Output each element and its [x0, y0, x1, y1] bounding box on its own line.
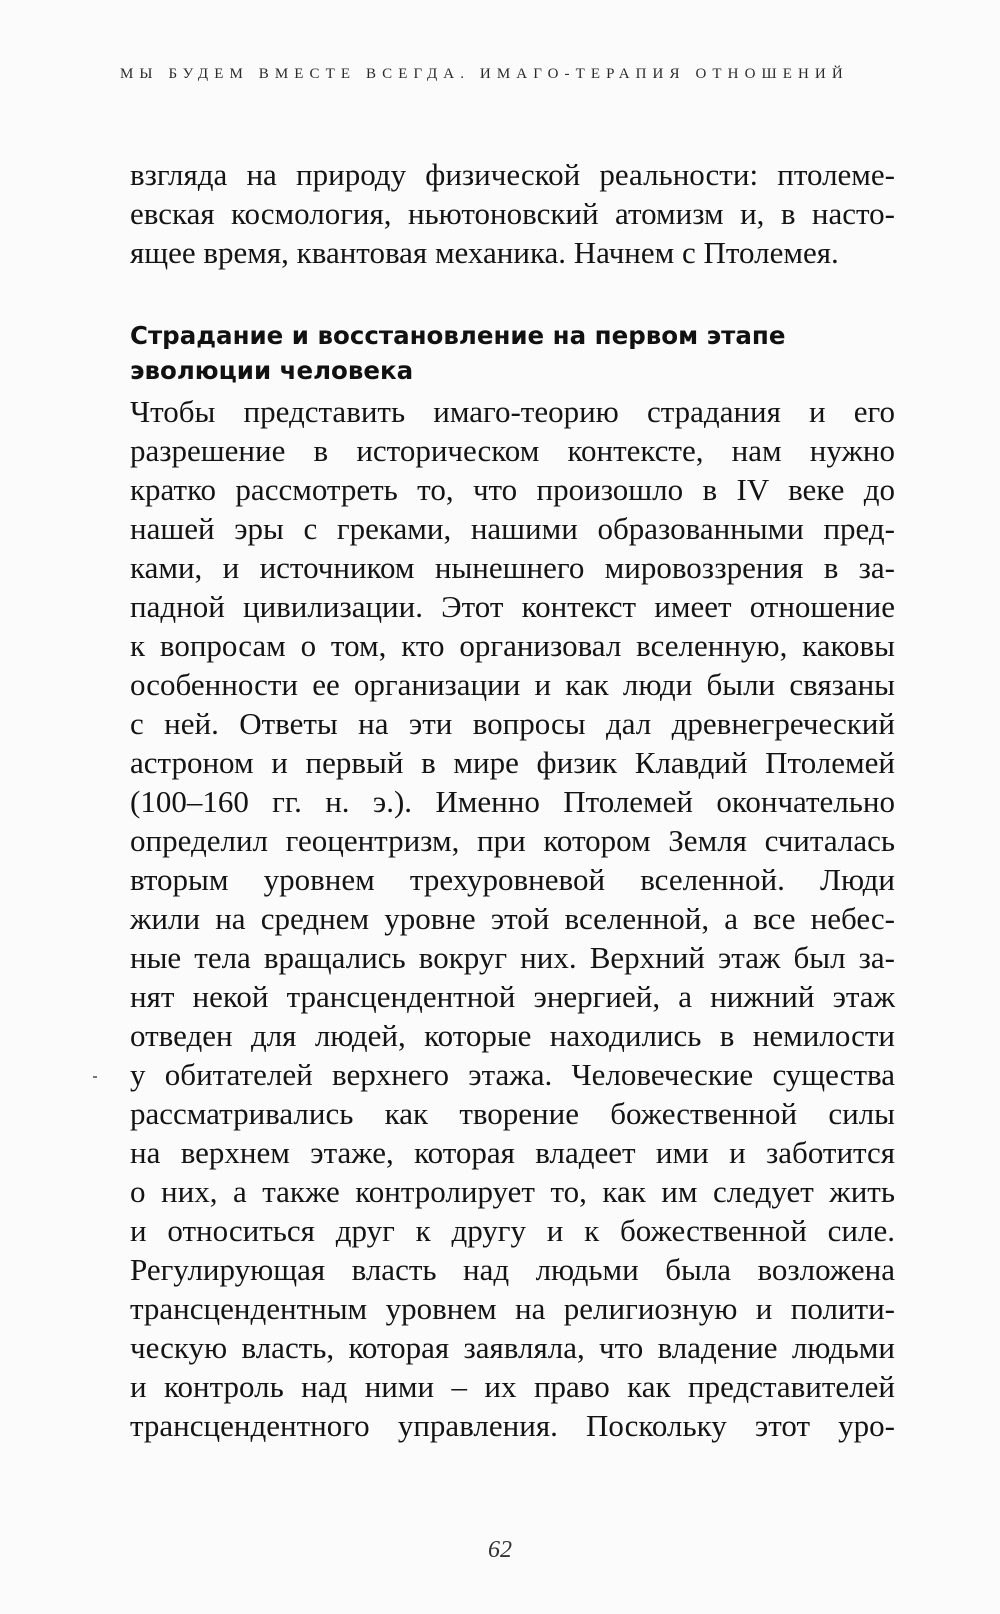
running-header: МЫ БУДЕМ ВМЕСТЕ ВСЕГДА. ИМАГО-ТЕРАПИЯ ОТНОШЕНИЙ	[120, 66, 849, 82]
body-paragraph	[130, 392, 895, 1445]
text-line: на верхнем этаже, которая владеет ими и заботится	[130, 1135, 895, 1170]
text-line: и контроль над ними – их право как представителей	[130, 1369, 895, 1404]
text-line: и относиться друг к другу и к божественной силе.	[130, 1213, 895, 1248]
text-line: разрешение в историческом контексте, нам нужно	[130, 433, 895, 468]
text-line: о них, а также контролирует то, как им следует жить	[130, 1174, 895, 1209]
text-line: астроном и первый в мире физик Клавдий Птолемей	[130, 745, 895, 780]
text-line: у обитателей верхнего этажа. Человеческие существа	[130, 1057, 895, 1092]
text-line: нят некой трансцендентной энергией, а нижний этаж	[130, 979, 895, 1014]
text-line: трансцендентного управления. Поскольку этот уро-	[130, 1408, 895, 1443]
page-number: 62	[488, 1537, 512, 1563]
text-line: ные тела вращались вокруг них. Верхний этаж был за-	[130, 940, 895, 975]
text-line: Регулирующая власть над людьми была возложена	[130, 1252, 895, 1287]
text-line: ящее время, квантовая механика. Начнем с Птолемея.	[130, 235, 839, 270]
text-line: к вопросам о том, кто организовал вселенную, каковы	[130, 628, 895, 663]
text-line: отведен для людей, которые находились в немилости	[130, 1018, 895, 1053]
text-line: вторым уровнем трехуровневой вселенной. Люди	[130, 862, 895, 897]
margin-mark	[93, 1076, 97, 1078]
text-line: нашей эры с греками, нашими образованными пред-	[130, 511, 895, 546]
text-line: евская космология, ньютоновский атомизм и, в насто-	[130, 196, 895, 231]
text-line: жили на среднем уровне этой вселенной, а все небес-	[130, 901, 895, 936]
text-line: рассматривались как творение божественной силы	[130, 1096, 895, 1131]
text-line: определил геоцентризм, при котором Земля считалась	[130, 823, 895, 858]
text-line: кратко рассмотреть то, что произошло в IV веке до	[130, 472, 895, 507]
text-line: с ней. Ответы на эти вопросы дал древнегреческий	[130, 706, 895, 741]
text-line: Чтобы представить имаго-теорию страдания и его	[130, 394, 895, 429]
text-line: ками, и источником нынешнего мировоззрения в за-	[130, 550, 895, 585]
text-line: ческую власть, которая заявляла, что владение людьми	[130, 1330, 895, 1365]
heading-line: Страдание и восстановление на первом этапе	[130, 321, 786, 350]
text-line: трансцендентным уровнем на религиозную и полити-	[130, 1291, 895, 1326]
text-line: взгляда на природу физической реальности: птолеме-	[130, 157, 895, 192]
text-line: падной цивилизации. Этот контекст имеет отношение	[130, 589, 895, 624]
text-line: особенности ее организации и как люди были связаны	[130, 667, 895, 702]
text-line: (100–160 гг. н. э.). Именно Птолемей окончательно	[130, 784, 895, 819]
intro-paragraph	[130, 155, 895, 272]
heading-line: эволюции человека	[130, 356, 414, 385]
section-heading	[130, 318, 890, 388]
